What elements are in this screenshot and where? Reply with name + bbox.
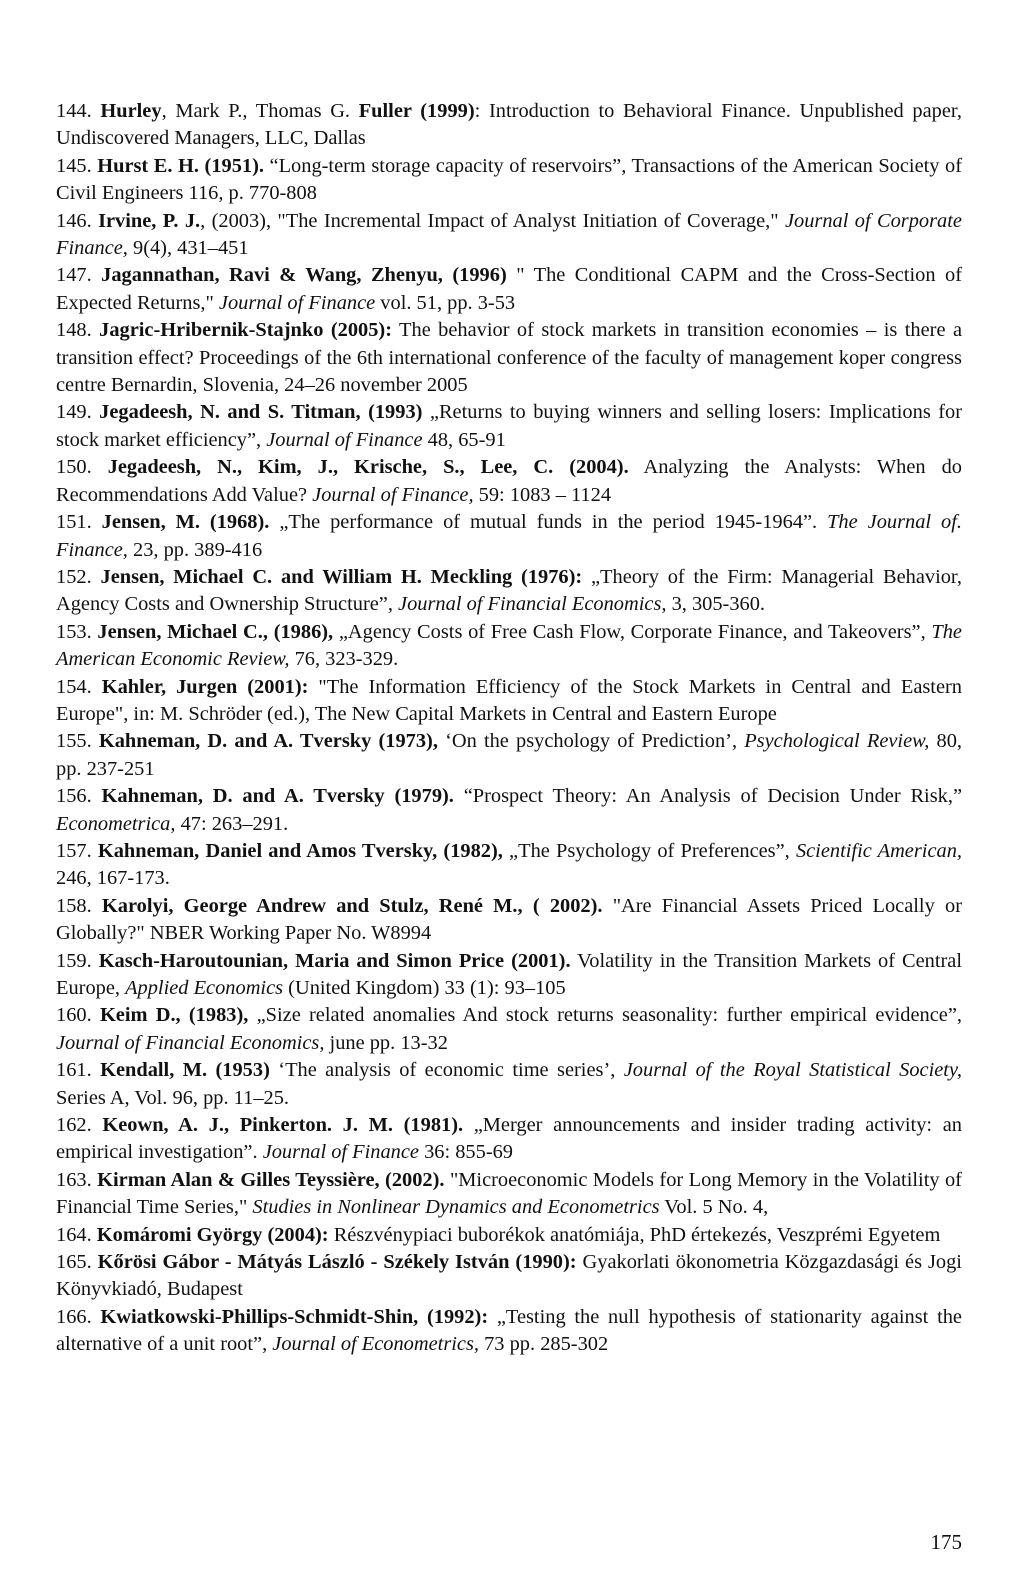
reference-entry — [56, 948, 962, 1003]
reference-journal: Journal of the Royal Statistical Society, — [623, 1059, 962, 1082]
reference-authors: Jegadeesh, N., Kim, J., Krische, S., Lee, C. (2004). — [107, 456, 629, 479]
reference-entry — [56, 208, 962, 263]
reference-text: , Mark P., Thomas G. — [161, 100, 359, 122]
reference-journal: The Journal of. Finance, — [56, 511, 962, 561]
reference-citation-details: 76, 323-329. — [289, 648, 399, 671]
reference-entry — [56, 893, 962, 948]
reference-journal: Studies in Nonlinear Dynamics and Econometrics — [252, 1196, 660, 1219]
reference-text-rest: : Introduction to Behavioral Finance. Unpublished paper, Undiscovered Managers, LLC, Dallas — [56, 100, 962, 150]
reference-entry — [56, 564, 962, 619]
reference-journal: Applied Economics — [125, 977, 284, 999]
reference-journal: Scientific American, — [795, 839, 962, 862]
reference-text: Volatility in the Transition Markets of Central Europe, — [56, 949, 962, 999]
reference-number: 161. — [56, 1059, 92, 1082]
reference-authors: Kasch-Haroutounian, Maria and Simon Price (2001). — [98, 949, 571, 972]
reference-journal: Journal of Econometrics, — [272, 1333, 480, 1356]
reference-entry — [56, 399, 962, 454]
reference-text: "Microeconomic Models for Long Memory in the Volatility of Financial Time Series," — [56, 1168, 962, 1219]
reference-citation-details: 80, pp. 237-251 — [56, 730, 962, 780]
reference-number: 166. — [56, 1305, 92, 1328]
reference-journal: Journal of Finance — [262, 1141, 419, 1164]
reference-text: ‘The analysis of economic time series’, — [269, 1059, 624, 1082]
reference-entry — [56, 619, 962, 674]
reference-number: 149. — [56, 401, 92, 424]
reference-authors: Jagannathan, Ravi & Wang, Zhenyu, (1996) — [101, 264, 507, 287]
reference-authors: Kwiatkowski-Phillips-Schmidt-Shin, (1992): — [100, 1305, 489, 1328]
reference-entry — [56, 454, 962, 509]
reference-journal: The American Economic Review, — [56, 620, 962, 671]
reference-authors: Kahneman, D. and A. Tversky (1973), — [98, 730, 438, 753]
reference-text: Részvénypiaci buborékok anatómiája, PhD értekezés, Veszprémi Egyetem — [328, 1223, 941, 1246]
reference-number: 156. — [56, 785, 92, 808]
reference-number: 148. — [56, 319, 92, 342]
reference-citation-details: 36: 855-69 — [418, 1141, 514, 1164]
reference-citation-details: (United Kingdom) 33 (1): 93–105 — [283, 977, 566, 999]
reference-text: „Testing the null hypothesis of stationarity against the alternative of a unit root”, — [56, 1305, 962, 1356]
reference-authors: Kőrösi Gábor - Mátyás László - Székely István (1990): — [97, 1251, 577, 1274]
reference-citation-details: 47: 263–291. — [175, 812, 289, 835]
reference-number: 153. — [56, 620, 92, 643]
reference-number: 160. — [56, 1004, 92, 1027]
reference-authors: Kendall, M. (1953) — [100, 1059, 270, 1082]
reference-journal: Journal of Financial Economics, — [398, 593, 667, 616]
reference-entry — [56, 1249, 962, 1304]
reference-authors: Hurley — [100, 100, 162, 122]
reference-number: 151. — [56, 511, 92, 534]
reference-text: "Are Financial Assets Priced Locally or Globally?" NBER Working Paper No. W8994 — [56, 894, 962, 945]
reference-entry — [56, 98, 962, 153]
reference-journal: Journal of Finance — [218, 291, 376, 314]
reference-authors: Irvine, P. J. — [98, 209, 201, 232]
reference-entry — [56, 1002, 962, 1057]
reference-text: „The Psychology of Preferences”, — [502, 839, 796, 862]
reference-entry — [56, 1304, 962, 1359]
reference-entry — [56, 509, 962, 564]
reference-citation-details: Series A, Vol. 96, pp. 11–25. — [56, 1086, 289, 1109]
reference-citation-details: 23, pp. 389-416 — [127, 538, 263, 561]
reference-entry — [56, 1167, 962, 1222]
reference-number: 144. — [56, 100, 92, 122]
reference-number: 163. — [56, 1168, 92, 1191]
reference-text: „Agency Costs of Free Cash Flow, Corporate Finance, and Takeovers”, — [333, 620, 932, 643]
reference-entry — [56, 1222, 962, 1249]
reference-text: „Theory of the Firm: Managerial Behavior, Agency Costs and Ownership Structure”, — [56, 565, 963, 616]
reference-number: 165. — [56, 1251, 92, 1274]
reference-entry — [56, 674, 962, 729]
reference-text: ‘On the psychology of Prediction’, — [437, 730, 745, 753]
reference-text: „Returns to buying winners and selling losers: Implications for stock market efficiency”, — [56, 401, 963, 451]
reference-text-rest: “Long-term storage capacity of reservoirs”, Transactions of the American Society of Civil Engineers 116, p. 770-808 — [56, 154, 963, 205]
reference-number: 150. — [56, 456, 92, 479]
reference-number: 164. — [56, 1223, 92, 1246]
reference-authors: Kirman Alan & Gilles Teyssière, (2002). — [97, 1168, 445, 1191]
reference-entry — [56, 317, 962, 399]
reference-entry — [56, 838, 962, 893]
reference-citation-details: june pp. 13-32 — [324, 1031, 448, 1054]
reference-authors: Keown, A. J., Pinkerton. J. M. (1981). — [102, 1114, 464, 1137]
reference-text: The behavior of stock markets in transition economies – is there a transition effect? Proceedings of the 6th international conference of the faculty of management koper congress centre Bernardin, Slovenia, 24–26 november 2005 — [56, 319, 962, 397]
reference-journal: Journal of Corporate Finance, — [56, 209, 962, 260]
reference-entry — [56, 153, 962, 208]
reference-entry — [56, 262, 962, 317]
reference-citation-details: 3, 305-360. — [666, 593, 766, 616]
reference-citation-details: Vol. 5 No. 4, — [659, 1196, 769, 1219]
page-number: 175 — [930, 1530, 962, 1554]
reference-journal: Journal of Finance, — [312, 483, 474, 506]
reference-authors: Karolyi, George Andrew and Stulz, René M., ( 2002). — [101, 894, 603, 917]
reference-citation-details: 59: 1083 – 1124 — [473, 483, 612, 506]
reference-number: 154. — [56, 675, 92, 698]
reference-citation-details: 48, 65-91 — [422, 428, 506, 451]
reference-authors: Jensen, Michael C., (1986), — [97, 620, 334, 643]
reference-text: „Size related anomalies And stock returns seasonality: further empirical evidence”, — [248, 1004, 963, 1027]
reference-authors: Jensen, Michael C. and William H. Meckling (1976): — [100, 565, 583, 588]
reference-text: „Merger announcements and insider trading activity: an empirical investigation”. — [56, 1114, 962, 1164]
reference-journal: Econometrica, — [56, 812, 176, 835]
reference-authors: Kahneman, Daniel and Amos Tversky, (1982), — [97, 839, 503, 862]
reference-entry — [56, 728, 962, 783]
reference-authors: Komáromi György (2004): — [96, 1223, 329, 1246]
reference-authors: Hurst E. H. (1951). — [97, 154, 264, 177]
reference-authors: Kahler, Jurgen (2001): — [101, 675, 309, 698]
reference-journal: Journal of Finance — [266, 428, 423, 451]
reference-text: “Prospect Theory: An Analysis of Decision Under Risk,” — [453, 785, 962, 808]
reference-number: 157. — [56, 839, 92, 862]
reference-text: Gyakorlati ökonometria Közgazdasági és Jogi Könyvkiadó, Budapest — [56, 1251, 962, 1301]
reference-authors: Kahneman, D. and A. Tversky (1979). — [101, 785, 454, 808]
reference-number: 152. — [56, 565, 92, 588]
reference-number: 158. — [56, 894, 92, 917]
reference-number: 155. — [56, 730, 92, 753]
reference-number: 145. — [56, 154, 92, 177]
reference-citation-details: 9(4), 431–451 — [127, 237, 249, 260]
reference-number: 146. — [56, 209, 92, 232]
reference-text: Analyzing the Analysts: When do Recommendations Add Value? — [56, 456, 962, 506]
reference-text: „The performance of mutual funds in the period 1945-1964”. — [269, 511, 828, 534]
reference-authors-secondary: Fuller (1999) — [358, 100, 475, 122]
reference-number: 159. — [56, 949, 92, 972]
reference-citation-details: 246, 167-173. — [56, 867, 170, 890]
reference-entry — [56, 783, 962, 838]
reference-journal: Journal of Financial Economics, — [56, 1031, 325, 1054]
reference-text: , (2003), "The Incremental Impact of Analyst Initiation of Coverage," — [200, 209, 785, 232]
reference-authors: Keim D., (1983), — [99, 1004, 249, 1027]
reference-number: 147. — [56, 264, 92, 287]
reference-citation-details: 73 pp. 285-302 — [479, 1333, 609, 1356]
reference-text: " The Conditional CAPM and the Cross-Section of Expected Returns," — [56, 264, 962, 314]
reference-entry — [56, 1112, 962, 1167]
reference-text: "The Information Efficiency of the Stock Markets in Central and Eastern Europe", in: M. Schröder (ed.), The New Capital Markets in Central and Eastern Europe — [56, 675, 963, 725]
reference-journal: Psychological Review, — [744, 730, 930, 753]
reference-entry — [56, 1057, 962, 1112]
reference-list — [56, 98, 962, 1359]
reference-authors: Jensen, M. (1968). — [101, 511, 270, 534]
reference-authors: Jegadeesh, N. and S. Titman, (1993) — [99, 401, 423, 424]
reference-number: 162. — [56, 1114, 92, 1137]
reference-citation-details: vol. 51, pp. 3-53 — [375, 291, 516, 314]
reference-authors: Jagric-Hribernik-Stajnko (2005): — [99, 319, 392, 342]
